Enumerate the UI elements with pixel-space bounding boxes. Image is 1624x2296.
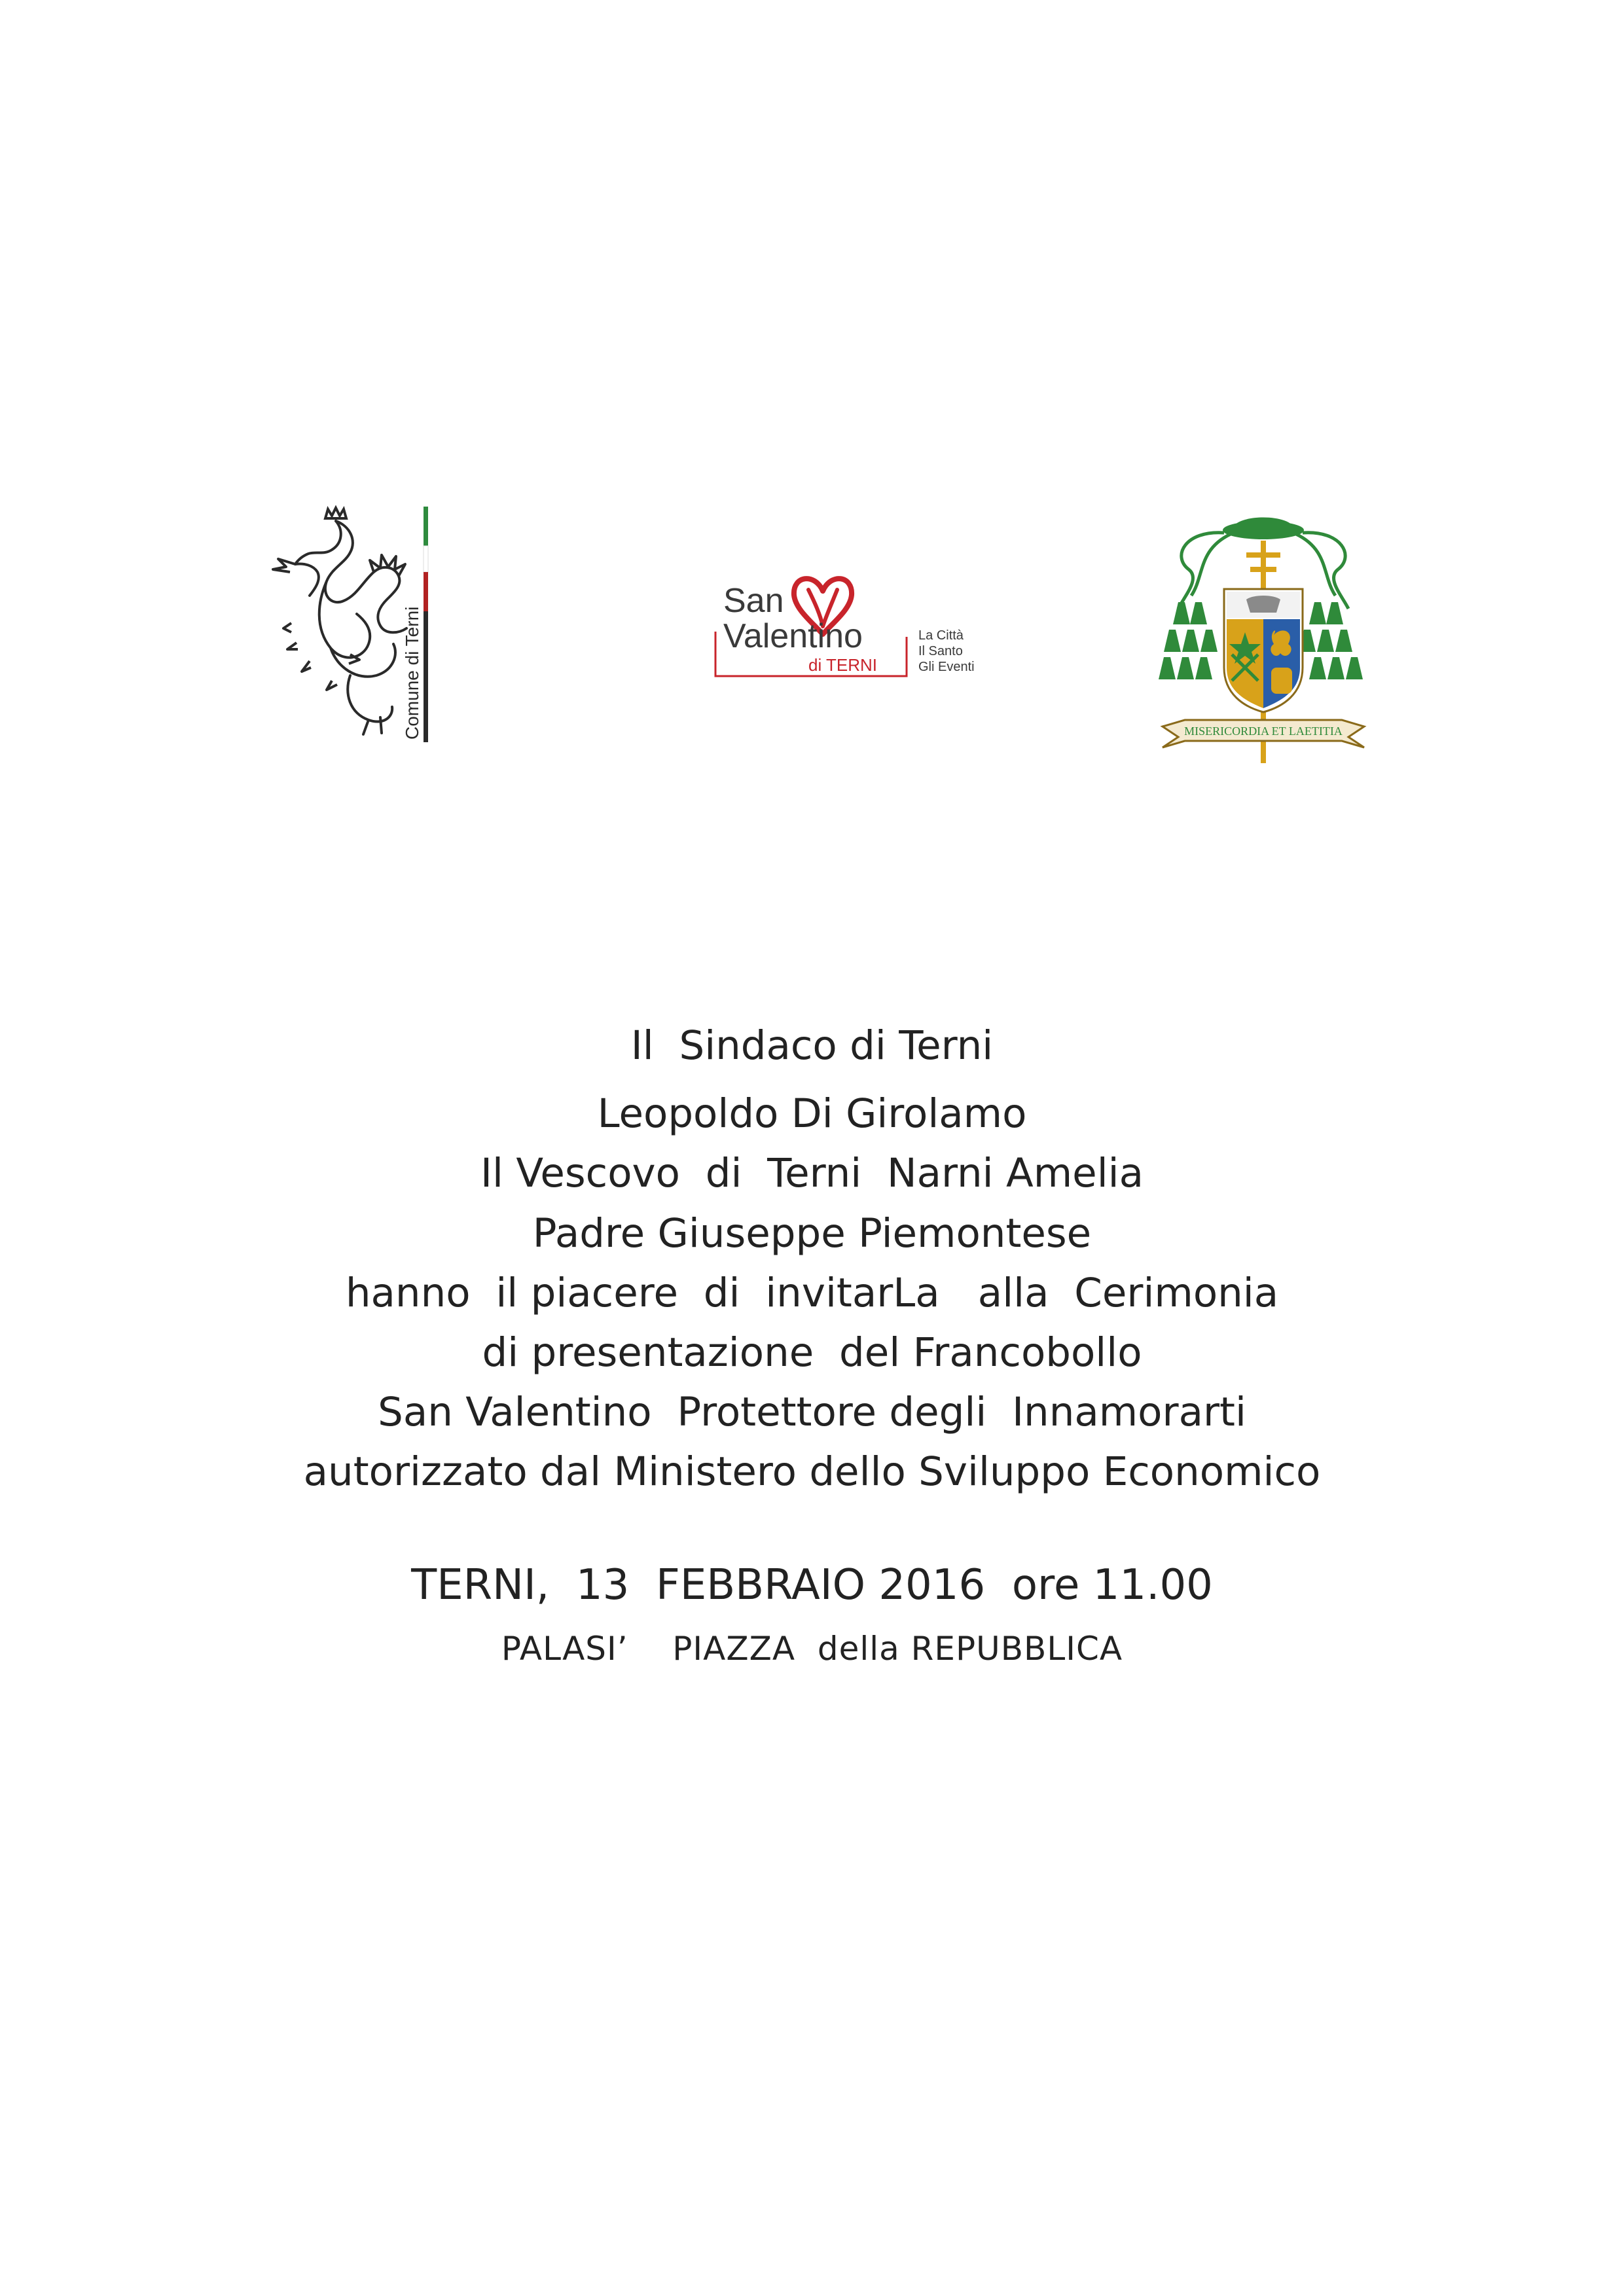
san-valentino-tagline-2: Il Santo xyxy=(918,644,963,658)
san-valentino-tagline-1: La Città xyxy=(918,628,964,643)
invitation-line-6: di presentazione del Francobollo xyxy=(482,1329,1142,1376)
comune-logo-text: Comune di Terni xyxy=(402,606,422,740)
event-date: TERNI, 13 FEBBRAIO 2016 ore 11.00 xyxy=(411,1561,1213,1609)
invitation-line-5: hanno il piacere di invitarLa alla Cerimonia xyxy=(345,1270,1279,1316)
invitation-line-4: Padre Giuseppe Piemontese xyxy=(532,1210,1092,1257)
san-valentino-title-2: Valentino xyxy=(723,617,863,655)
san-valentino-title-1: San xyxy=(723,582,784,620)
invitation-line-7: San Valentino Protettore degli Innamorarti xyxy=(378,1389,1246,1435)
san-valentino-tagline-3: Gli Eventi xyxy=(918,660,975,674)
invitation-line-3: Il Vescovo di Terni Narni Amelia xyxy=(480,1150,1144,1196)
vescovo-motto: MISERICORDIA ET LAETITIA xyxy=(1184,725,1343,738)
invitation-line-8: autorizzato dal Ministero dello Sviluppo Economico xyxy=(303,1448,1321,1495)
event-place: PALASI’ PIAZZA della REPUBBLICA xyxy=(501,1630,1123,1668)
invitation-line-1: Il Sindaco di Terni xyxy=(630,1022,994,1069)
invitation-line-2: Leopoldo Di Girolamo xyxy=(597,1090,1027,1137)
san-valentino-subtitle: di TERNI xyxy=(808,655,877,675)
